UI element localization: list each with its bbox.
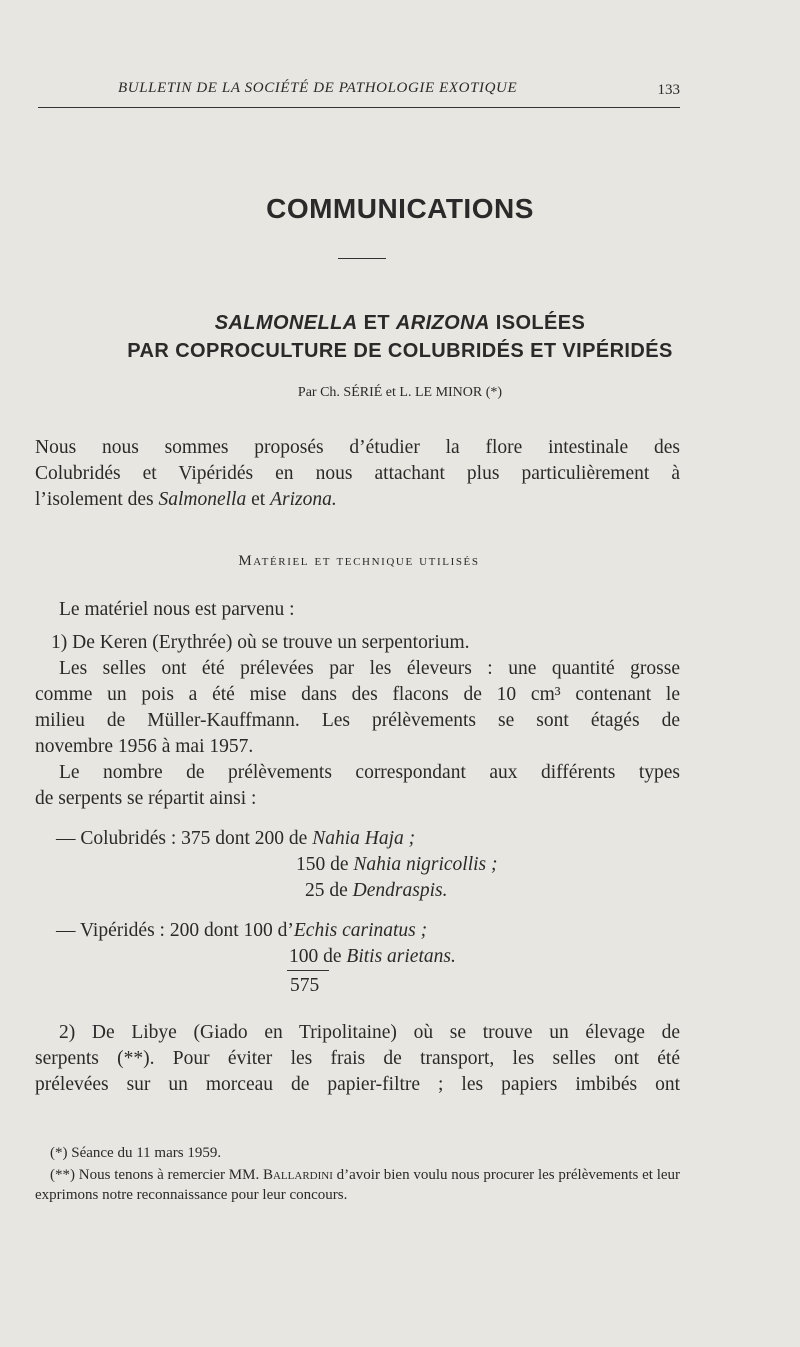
intro-line-2: Colubridés et Vipéridés en nous attachant plus particulièrement à [35,463,680,484]
running-title: BULLETIN DE LA SOCIÉTÉ DE PATHOLOGIE EXOTIQUE [118,80,518,96]
title-italic-salmonella: SALMONELLA [214,312,358,334]
species-nahia-haja: Nahia Haja ; [312,828,416,849]
running-header [38,80,680,104]
colubrides-line-3 [305,880,447,902]
count-bitis-arietans: 100 de [289,946,342,967]
viperides-line-2 [289,946,456,968]
subheading: Matériel et technique utilisés [238,553,480,569]
colubrides-line-2 [296,854,498,876]
title-italic-arizona: ARIZONA [395,312,490,334]
count-dendraspis: 25 de [305,880,348,901]
intro-salmonella: Salmonella [158,489,247,510]
body-p3-line-4: novembre 1956 à mai 1957. [35,736,254,757]
intro-et: et [251,489,266,510]
body-p4-line-1: Le nombre de prélèvements correspondant aux différents types [59,762,680,783]
body-p3-line-3: milieu de Müller-Kauffmann. Les prélèvements se sont étagés de [35,710,680,731]
byline: Par Ch. SÉRIÉ et L. LE MINOR (*) [297,385,503,400]
body-p2: 1) De Keren (Erythrée) où se trouve un serpentorium. [51,632,470,653]
count-nahia-nigricollis: 150 de [296,854,349,875]
intro-text: l’isolement des [35,489,154,510]
article-title-line-2: PAR COPROCULTURE DE COLUBRIDÉS ET VIPÉRIDÉS [127,340,673,362]
species-bitis-arietans: Bitis arietans. [346,946,456,967]
body2-line-3: prélevées sur un morceau de papier-filtre ; les papiers imbibés ont [35,1074,680,1095]
footnote-2-name: Ballardini [262,1167,333,1183]
footnote-1: (*) Séance du 11 mars 1959. [50,1145,222,1161]
body2-line-2: serpents (**). Pour éviter les frais de transport, les selles ont été [35,1048,680,1069]
section-title: COMMUNICATIONS [266,193,534,224]
body-p4-line-2: de serpents se répartit ainsi : [35,788,257,809]
footnote-2-rest: d’avoir bien voulu nous procurer les prélèvements et leur exprimons notre reconnaissance pour leur concours. [35,1167,681,1203]
viperides-line-1 [56,920,427,942]
viperides-label: — Vipéridés : 200 dont 100 d’ [56,920,294,941]
header-rule [38,107,680,108]
total-count: 575 [290,975,320,996]
intro-line-1: Nous nous sommes proposés d’étudier la flore intestinale des [35,437,680,458]
colubrides-label: — Colubridés : 375 dont 200 de [56,828,308,849]
colubrides-line-1 [56,828,415,850]
species-dendraspis: Dendraspis. [352,880,448,901]
page-number: 133 [657,82,680,98]
intro-arizona: Arizona. [270,489,337,510]
body-p3-line-1: Les selles ont été prélevées par les éleveurs : une quantité grosse [59,658,680,679]
title-divider [338,258,386,259]
title-et: ET [363,312,390,334]
title-isolees: ISOLÉES [495,312,586,334]
intro-line-3 [35,487,680,513]
sum-rule [287,970,329,971]
body2-line-1: 2) De Libye (Giado en Tripolitaine) où se trouve un élevage de [59,1022,680,1043]
body-p1: Le matériel nous est parvenu : [59,599,295,620]
article-title-line-1 [0,312,800,335]
species-echis-carinatus: Echis carinatus ; [293,920,428,941]
footnote-2-text: (**) Nous tenons à remercier MM. [50,1167,260,1183]
footnote-2 [35,1165,680,1205]
body-p3-line-2: comme un pois a été mise dans des flacons de 10 cm³ contenant le [35,684,680,705]
species-nahia-nigricollis: Nahia nigricollis ; [353,854,498,875]
